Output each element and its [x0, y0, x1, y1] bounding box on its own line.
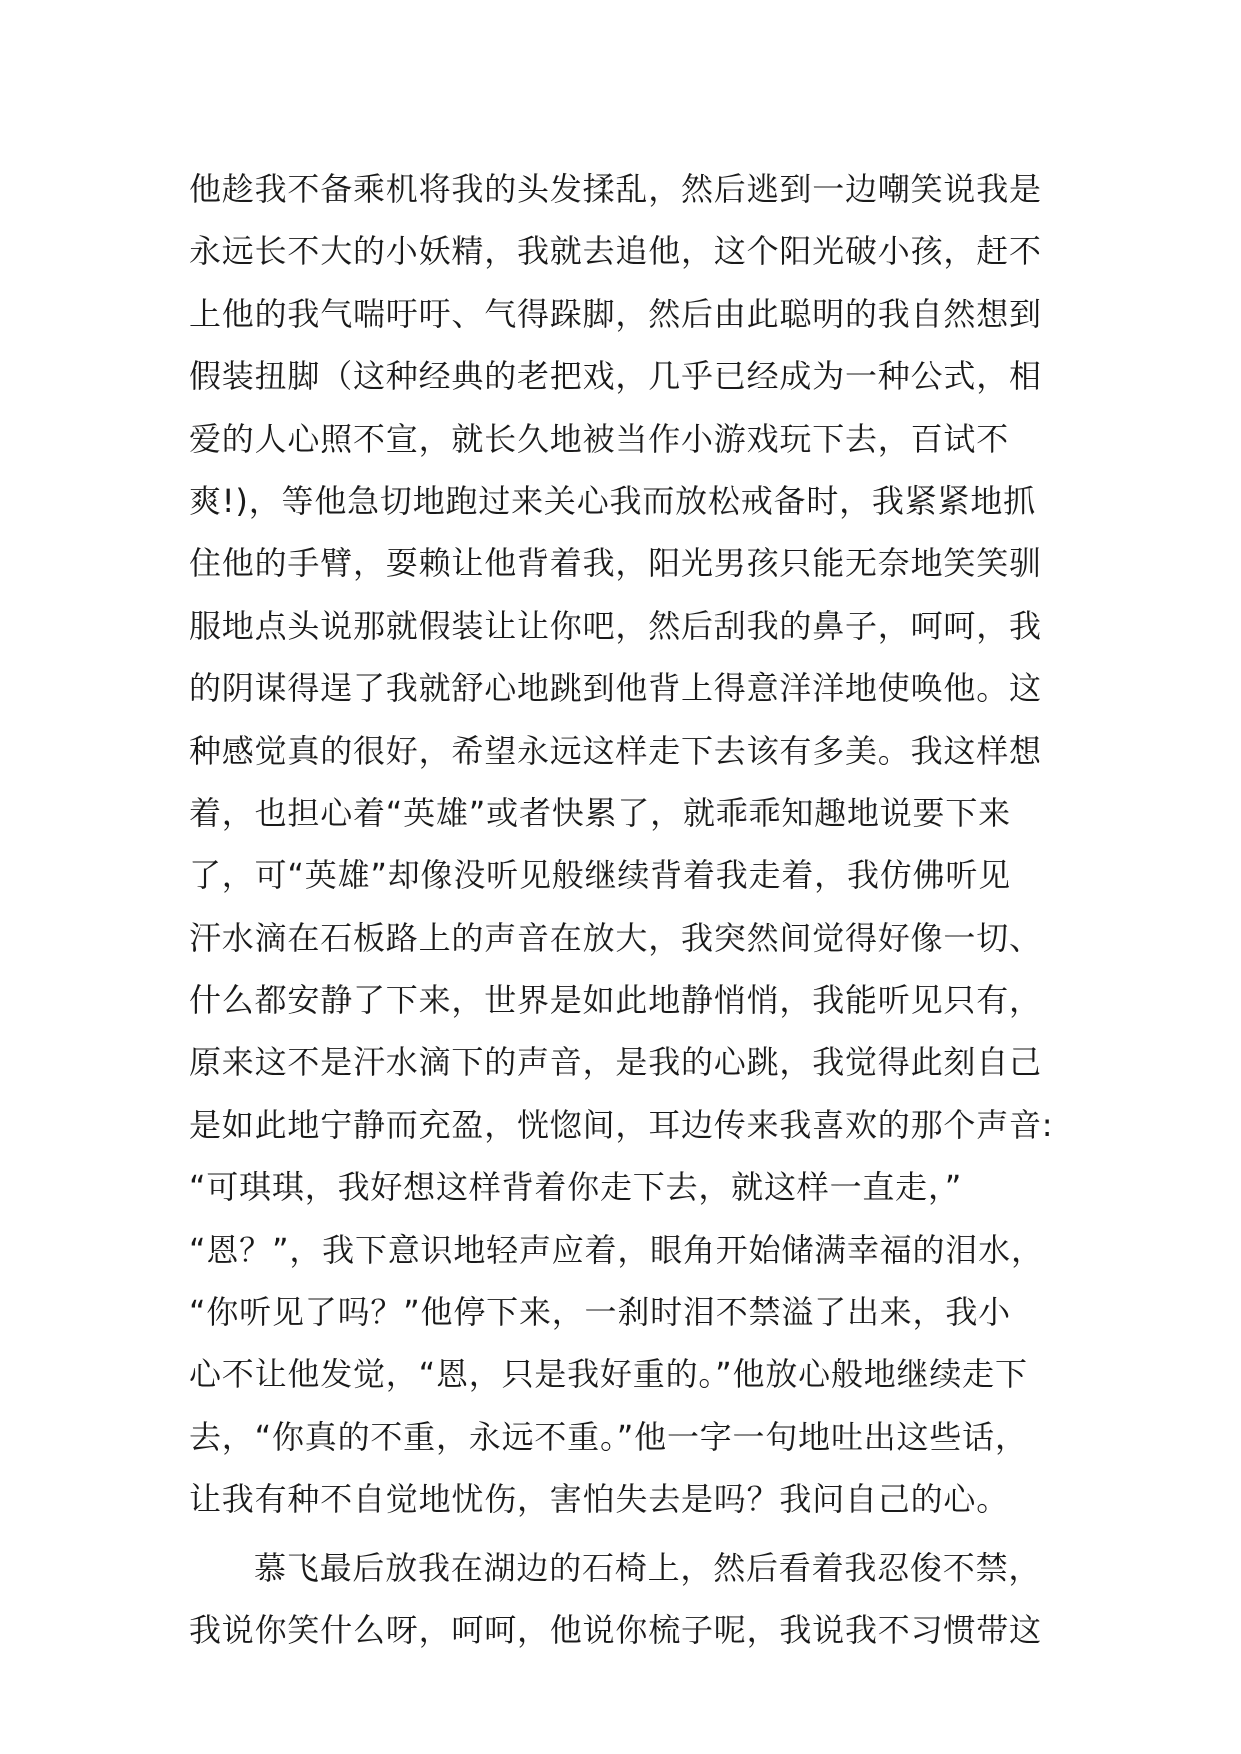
- text-line: 的阴谋得逞了我就舒心地跳到他背上得意洋洋地使唤他。这: [189, 669, 1042, 708]
- text-line: 爱的人心照不宣，就长久地被当作小游戏玩下去，百试不: [189, 419, 1010, 458]
- text-line: “可琪琪，我好想这样背着你走下去，就这样一直走，”: [189, 1168, 963, 1207]
- text-line: 住他的手臂，耍赖让他背着我，阳光男孩只能无奈地笑笑驯: [189, 544, 1042, 583]
- text-line: 让我有种不自觉地忧伤，害怕失去是吗？我问自己的心。: [189, 1480, 1010, 1519]
- text-line: 爽!)，等他急切地跑过来关心我而放松戒备时，我紧紧地抓: [189, 481, 1036, 520]
- paragraph-2: [189, 1537, 1089, 1662]
- text-line: 永远长不大的小妖精，我就去追他，这个阳光破小孩，赶不: [189, 232, 1042, 271]
- body-text: [189, 158, 1089, 1661]
- text-line: “恩？”，我下意识地轻声应着，眼角开始储满幸福的泪水，: [189, 1230, 1044, 1269]
- text-line: 假装扭脚（这种经典的老把戏，几乎已经成为一种公式，相: [189, 357, 1042, 396]
- text-line-indented: 慕飞最后放我在湖边的石椅上，然后看着我忍俊不禁，: [254, 1548, 1042, 1587]
- text-line: 着，也担心着“英雄”或者快累了，就乖乖知趣地说要下来: [189, 793, 1011, 832]
- text-line: 上他的我气喘吁吁、气得跺脚，然后由此聪明的我自然想到: [189, 294, 1042, 333]
- text-line: 去，“你真的不重，永远不重。”他一字一句地吐出这些话，: [189, 1417, 1028, 1456]
- text-line: 种感觉真的很好，希望永远这样走下去该有多美。我这样想: [189, 731, 1042, 770]
- text-line: 了，可“英雄”却像没听见般继续背着我走着，我仿佛听见: [189, 856, 1011, 895]
- text-line: 心不让他发觉，“恩，只是我好重的。”他放心般地继续走下: [189, 1355, 1028, 1394]
- text-line: 我说你笑什么呀，呵呵，他说你梳子呢，我说我不习惯带这: [189, 1610, 1042, 1649]
- text-line: “你听见了吗？”他停下来，一刹时泪不禁溢了出来，我小: [189, 1293, 1011, 1332]
- text-line: 服地点头说那就假装让让你吧，然后刮我的鼻子，呵呵，我: [189, 606, 1042, 645]
- text-line: 是如此地宁静而充盈，恍惚间，耳边传来我喜欢的那个声音:: [189, 1105, 1054, 1144]
- paragraph-1: [189, 158, 1089, 1531]
- text-line: 原来这不是汗水滴下的声音，是我的心跳，我觉得此刻自己: [189, 1043, 1042, 1082]
- text-line: 汗水滴在石板路上的声音在放大，我突然间觉得好像一切、: [189, 918, 1042, 957]
- text-line: 他趁我不备乘机将我的头发揉乱，然后逃到一边嘲笑说我是: [189, 170, 1042, 208]
- text-line: 什么都安静了下来，世界是如此地静悄悄，我能听见只有，: [189, 981, 1042, 1020]
